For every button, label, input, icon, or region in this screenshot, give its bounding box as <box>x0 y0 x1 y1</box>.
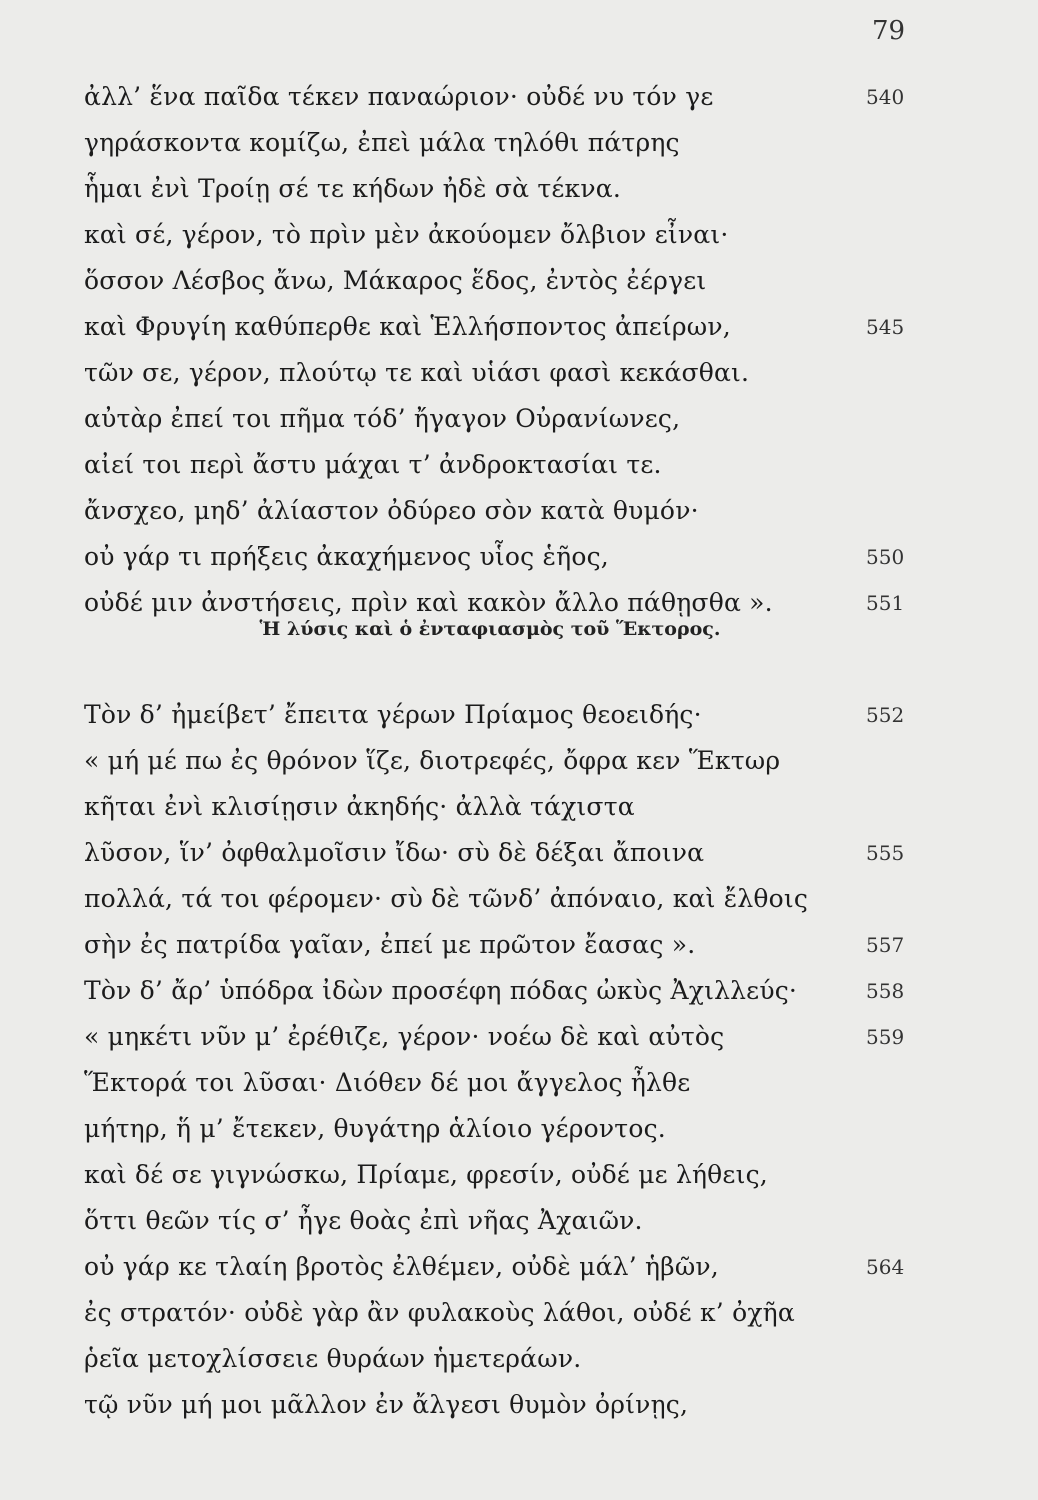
line-number: 559 <box>866 1025 905 1049</box>
verse-line: αἰεί τοι περὶ ἄστυ μάχαι τ’ ἀνδροκτασίαι τε. <box>84 450 662 479</box>
line-number: 550 <box>866 545 905 569</box>
page-number: 79 <box>872 16 906 46</box>
verse-line: οὐ γάρ τι πρήξεις ἀκαχήμενος υἷος ἑῆος, <box>84 542 609 571</box>
verse-line: τῷ νῦν μή μοι μᾶλλον ἐν ἄλγεσι θυμὸν ὀρίνῃς, <box>84 1390 689 1419</box>
verse-line: « μή μέ πω ἐς θρόνον ἵζε, διοτρεφές, ὄφρα κεν Ἕκτωρ <box>84 746 781 775</box>
line-number: 540 <box>866 85 905 109</box>
line-number: 545 <box>866 315 905 339</box>
verse-line: καὶ Φρυγίη καθύπερθε καὶ Ἑλλήσποντος ἀπείρων, <box>84 312 731 341</box>
verse-line: ῥεῖα μετοχλίσσειε θυράων ἡμετεράων. <box>84 1344 582 1373</box>
verse-line: πολλά, τά τοι φέρομεν· σὺ δὲ τῶνδ’ ἀπόναιο, καὶ ἔλθοις <box>84 884 809 913</box>
line-number: 558 <box>866 979 905 1003</box>
verse-line: γηράσκοντα κομίζω, ἐπεὶ μάλα τηλόθι πάτρης <box>84 128 680 157</box>
verse-line: λῦσον, ἵν’ ὀφθαλμοῖσιν ἴδω· σὺ δὲ δέξαι ἄποινα <box>84 838 705 867</box>
line-number: 551 <box>866 591 905 615</box>
verse-line: Τὸν δ’ ἠμείβετ’ ἔπειτα γέρων Πρίαμος θεοειδής· <box>84 700 702 729</box>
line-number: 552 <box>866 703 905 727</box>
verse-line: κῆται ἐνὶ κλισίῃσιν ἀκηδής· ἀλλὰ τάχιστα <box>84 792 635 821</box>
line-number: 555 <box>866 841 905 865</box>
verse-line: οὐ γάρ κε τλαίη βροτὸς ἐλθέμεν, οὐδὲ μάλ’ ἡβῶν, <box>84 1252 719 1281</box>
verse-line: οὐδέ μιν ἀνστήσεις, πρὶν καὶ κακὸν ἄλλο πάθῃσθα ». <box>84 588 773 617</box>
verse-line: ἧμαι ἐνὶ Τροίῃ σέ τε κήδων ἠδὲ σὰ τέκνα. <box>84 174 621 203</box>
verse-line: καὶ δέ σε γιγνώσκω, Πρίαμε, φρεσίν, οὐδέ με λήθεις, <box>84 1160 768 1189</box>
verse-line: ὅσσον Λέσβος ἄνω, Μάκαρος ἕδος, ἐντὸς ἐέργει <box>84 266 707 295</box>
verse-line: Τὸν δ’ ἄρ’ ὑπόδρα ἰδὼν προσέφη πόδας ὠκὺς Ἀχιλλεύς· <box>84 976 798 1005</box>
verse-line: τῶν σε, γέρον, πλούτῳ τε καὶ υἱάσι φασὶ κεκάσθαι. <box>84 358 750 387</box>
verse-line: Ἕκτορά τοι λῦσαι· Διόθεν δέ μοι ἄγγελος ἦλθε <box>84 1068 691 1097</box>
line-number: 557 <box>866 933 905 957</box>
verse-line: σὴν ἐς πατρίδα γαῖαν, ἐπεί με πρῶτον ἔασας ». <box>84 930 696 959</box>
verse-line: ὅττι θεῶν τίς σ’ ἦγε θοὰς ἐπὶ νῆας Ἀχαιῶν. <box>84 1206 643 1235</box>
verse-line: αὐτὰρ ἐπεί τοι πῆμα τόδ’ ἤγαγον Οὐρανίωνες, <box>84 404 681 433</box>
verse-line: ἄνσχεο, μηδ’ ἀλίαστον ὀδύρεο σὸν κατὰ θυμόν· <box>84 496 699 525</box>
verse-line: καὶ σέ, γέρον, τὸ πρὶν μὲν ἀκούομεν ὄλβιον εἶναι· <box>84 220 729 249</box>
verse-line: ἐς στρατόν· οὐδὲ γὰρ ἂν φυλακοὺς λάθοι, οὐδέ κ’ ὀχῆα <box>84 1298 795 1327</box>
verse-line: μήτηρ, ἥ μ’ ἔτεκεν, θυγάτηρ ἁλίοιο γέροντος. <box>84 1114 666 1143</box>
verse-line: « μηκέτι νῦν μ’ ἐρέθιζε, γέρον· νοέω δὲ καὶ αὐτὸς <box>84 1022 725 1051</box>
line-number: 564 <box>866 1255 905 1279</box>
verse-line: ἀλλ’ ἕνα παῖδα τέκεν παναώριον· οὐδέ νυ τόν γε <box>84 82 714 111</box>
section-heading: Ἡ λύσις καὶ ὁ ἐνταφιασμὸς τοῦ Ἕκτορος. <box>259 618 721 640</box>
